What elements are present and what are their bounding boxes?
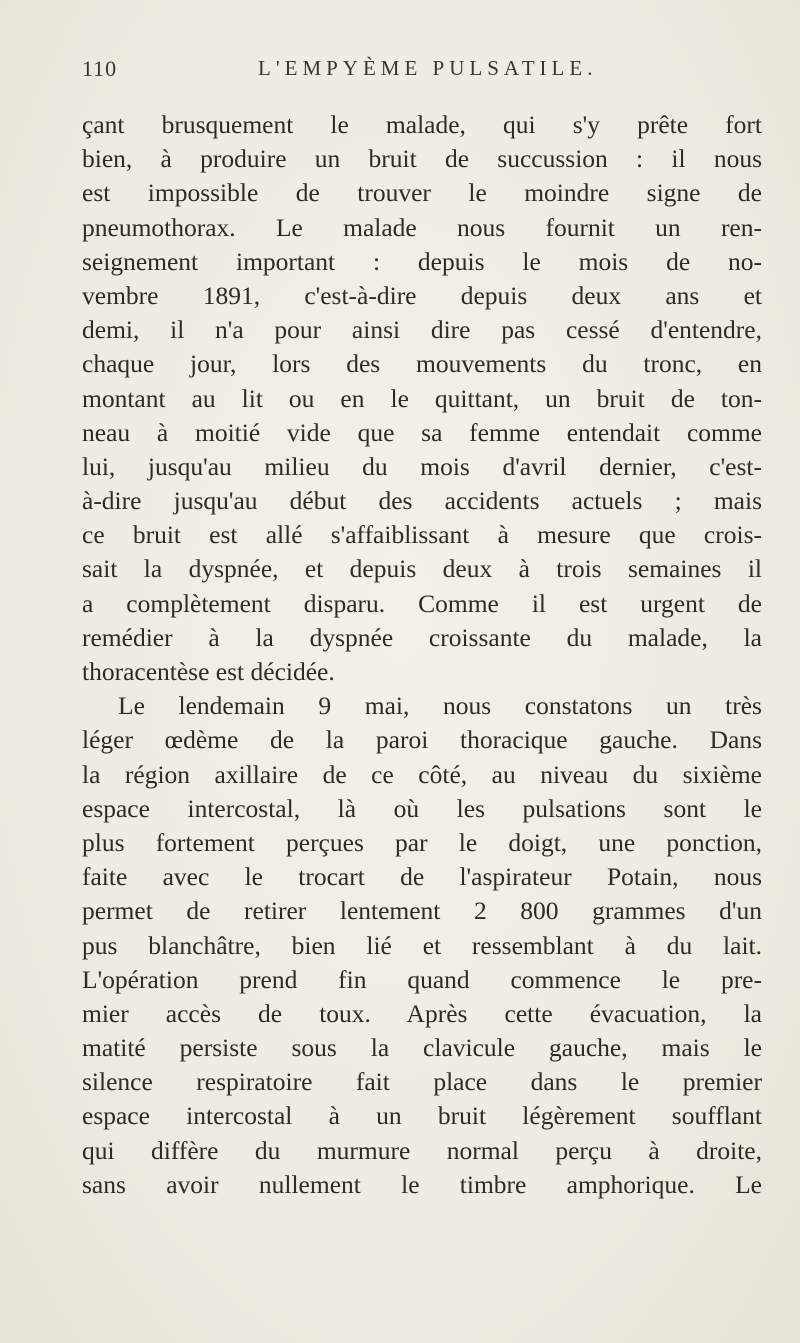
text-line: vembre 1891, c'est-à-dire depuis deux ans et: [82, 280, 762, 310]
body-text: [82, 108, 762, 1202]
text-line: à-dire jusqu'au début des accidents actuels ; mais: [82, 486, 762, 516]
text-line: pus blanchâtre, bien lié et ressemblant à du lait.: [82, 930, 762, 960]
text-line: demi, il n'a pour ainsi dire pas cessé d'entendre,: [82, 315, 762, 345]
text-line: faite avec le trocart de l'aspirateur Potain, nous: [82, 862, 762, 892]
text-line: montant au lit ou en le quittant, un bruit de ton-: [82, 383, 762, 413]
text-line: çant brusquement le malade, qui s'y prête fort: [82, 110, 762, 139]
text-line: silence respiratoire fait place dans le premier: [82, 1067, 762, 1097]
text-line: lui, jusqu'au milieu du mois d'avril dernier, c'est-: [82, 451, 762, 481]
text-line: qui diffère du murmure normal perçu à droite,: [82, 1135, 762, 1165]
text-line: neau à moitié vide que sa femme entendait comme: [82, 417, 762, 447]
text-line-paragraph-start: Le lendemain 9 mai, nous constatons un très: [118, 691, 762, 721]
page-number: 110: [82, 56, 118, 81]
text-line-paragraph-end: thoracentèse est décidée.: [82, 657, 335, 686]
text-line: sait la dyspnée, et depuis deux à trois semaines il: [82, 554, 762, 584]
text-line: permet de retirer lentement 2 800 grammes d'un: [82, 896, 762, 926]
text-line: léger œdème de la paroi thoracique gauche. Dans: [82, 725, 762, 755]
text-line: a complètement disparu. Comme il est urgent de: [82, 588, 762, 618]
text-line: est impossible de trouver le moindre signe de: [82, 178, 762, 208]
text-line: ce bruit est allé s'affaiblissant à mesure que crois-: [82, 520, 762, 550]
text-line: bien, à produire un bruit de succussion : il nous: [82, 144, 762, 174]
text-line: sans avoir nullement le timbre amphorique. Le: [82, 1169, 762, 1199]
text-line: L'opération prend fin quand commence le pre-: [82, 964, 762, 994]
text-line: plus fortement perçues par le doigt, une ponction,: [82, 827, 762, 857]
running-title: L'EMPYÈME PULSATILE.: [258, 56, 598, 80]
text-line: remédier à la dyspnée croissante du malade, la: [82, 622, 762, 652]
text-line: espace intercostal, là où les pulsations sont le: [82, 793, 762, 823]
text-line: mier accès de toux. Après cette évacuation, la: [82, 998, 762, 1028]
text-line: espace intercostal à un bruit légèrement soufflant: [82, 1101, 762, 1131]
text-line: pneumothorax. Le malade nous fournit un ren-: [82, 212, 762, 242]
text-line: matité persiste sous la clavicule gauche, mais le: [82, 1033, 762, 1063]
text-line: seignement important : depuis le mois de no-: [82, 246, 762, 276]
page-header: [82, 56, 762, 90]
text-line: la région axillaire de ce côté, au niveau du sixième: [82, 759, 762, 789]
text-line: chaque jour, lors des mouvements du tronc, en: [82, 349, 762, 379]
